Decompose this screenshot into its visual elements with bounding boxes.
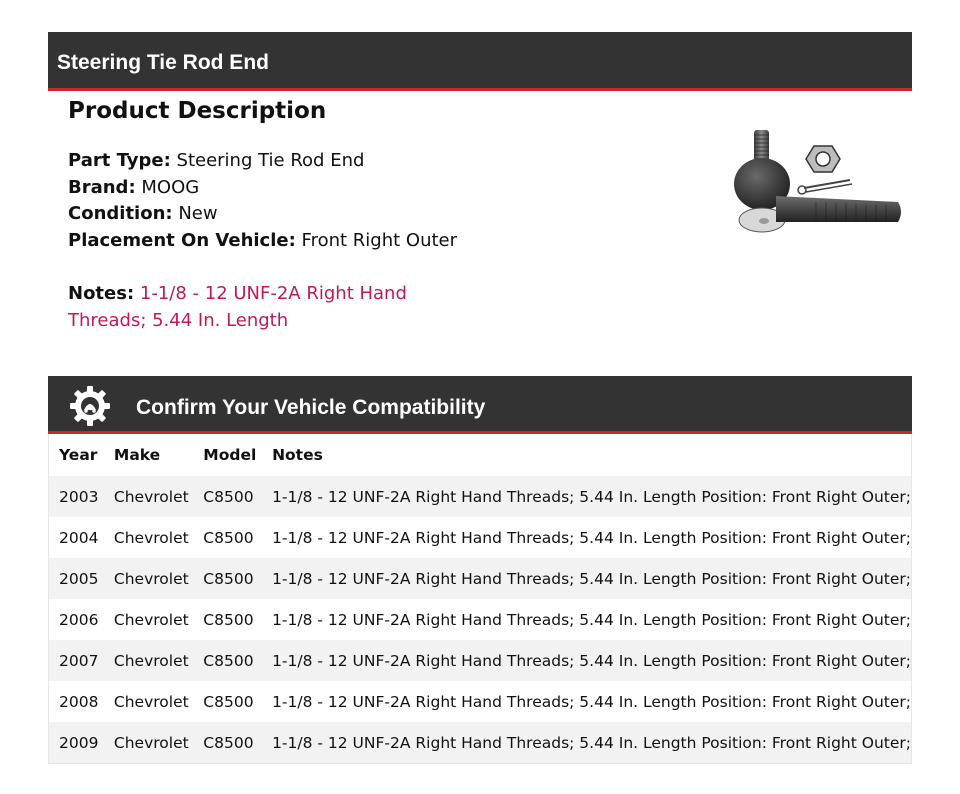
cell-year: 2009 <box>49 722 104 764</box>
cell-make: Chevrolet <box>104 599 193 640</box>
cell-make: Chevrolet <box>104 558 193 599</box>
cell-year: 2003 <box>49 476 104 517</box>
cell-notes: 1-1/8 - 12 UNF-2A Right Hand Threads; 5.44 In. Length Position: Front Right Outer; <box>262 599 911 640</box>
compatibility-bar <box>48 376 912 434</box>
table-row <box>49 722 912 764</box>
cell-model: C8500 <box>193 476 262 517</box>
spec-label: Brand: <box>68 176 136 198</box>
gear-car-icon <box>68 384 112 428</box>
spec-value: MOOG <box>141 176 200 198</box>
page-title: Steering Tie Rod End <box>57 51 269 74</box>
notes <box>68 281 448 334</box>
cell-make: Chevrolet <box>104 476 193 517</box>
spec-list <box>68 148 708 254</box>
notes-label: Notes: <box>68 283 135 304</box>
spec-value: Steering Tie Rod End <box>176 150 365 171</box>
compatibility-title: Confirm Your Vehicle Compatibility <box>136 396 486 419</box>
cell-model: C8500 <box>193 517 262 558</box>
cell-model: C8500 <box>193 722 262 764</box>
cell-notes: 1-1/8 - 12 UNF-2A Right Hand Threads; 5.44 In. Length Position: Front Right Outer; <box>262 558 911 599</box>
cell-year: 2008 <box>49 681 104 722</box>
cell-make: Chevrolet <box>104 722 193 764</box>
cell-notes: 1-1/8 - 12 UNF-2A Right Hand Threads; 5.44 In. Length Position: Front Right Outer; <box>262 517 911 558</box>
cell-make: Chevrolet <box>104 681 193 722</box>
cell-model: C8500 <box>193 640 262 681</box>
spec-brand <box>68 175 708 202</box>
spec-label: Placement On Vehicle: <box>68 229 296 251</box>
spec-condition <box>68 201 708 228</box>
table-row <box>49 681 912 722</box>
cell-notes: 1-1/8 - 12 UNF-2A Right Hand Threads; 5.44 In. Length Position: Front Right Outer; <box>262 640 911 681</box>
product-image <box>726 122 906 246</box>
cell-model: C8500 <box>193 558 262 599</box>
cell-year: 2006 <box>49 599 104 640</box>
product-description <box>68 96 708 334</box>
cell-notes: 1-1/8 - 12 UNF-2A Right Hand Threads; 5.44 In. Length Position: Front Right Outer; <box>262 722 911 764</box>
notes-text: 1-1/8 - 12 UNF-2A Right Hand Threads; 5.44 In. Length <box>68 283 407 331</box>
cell-model: C8500 <box>193 681 262 722</box>
column-header-model: Model <box>193 434 262 476</box>
description-title: Product Description <box>68 98 327 124</box>
spec-placement <box>68 228 708 255</box>
table-row <box>49 476 912 517</box>
spec-label: Part Type: <box>68 150 171 171</box>
table-row <box>49 599 912 640</box>
spec-value: Front Right Outer <box>301 229 458 251</box>
cell-make: Chevrolet <box>104 517 193 558</box>
title-bar <box>48 32 912 91</box>
cell-notes: 1-1/8 - 12 UNF-2A Right Hand Threads; 5.44 In. Length Position: Front Right Outer; <box>262 681 911 722</box>
table-row <box>49 640 912 681</box>
table-header-row <box>49 434 912 476</box>
cell-year: 2007 <box>49 640 104 681</box>
column-header-year: Year <box>49 434 104 476</box>
cell-make: Chevrolet <box>104 640 193 681</box>
column-header-notes: Notes <box>262 434 911 476</box>
cell-year: 2005 <box>49 558 104 599</box>
spec-part-type <box>68 148 708 175</box>
table-row <box>49 558 912 599</box>
compatibility-table <box>48 434 912 764</box>
column-header-make: Make <box>104 434 193 476</box>
cell-notes: 1-1/8 - 12 UNF-2A Right Hand Threads; 5.44 In. Length Position: Front Right Outer; <box>262 476 911 517</box>
spec-label: Condition: <box>68 203 173 224</box>
table-row <box>49 517 912 558</box>
cell-model: C8500 <box>193 599 262 640</box>
spec-value: New <box>178 203 218 224</box>
cell-year: 2004 <box>49 517 104 558</box>
